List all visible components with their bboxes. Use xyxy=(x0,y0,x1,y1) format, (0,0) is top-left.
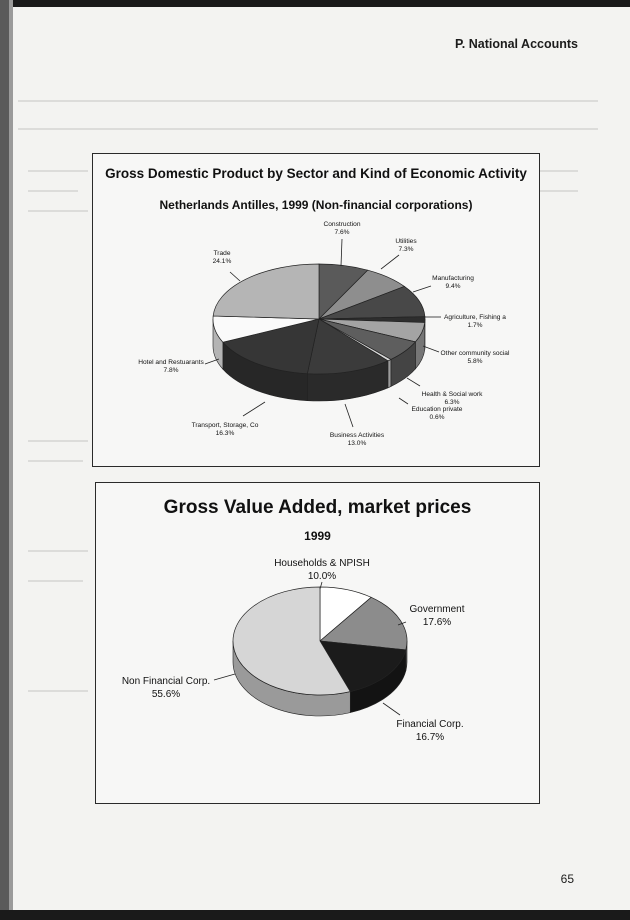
chart1-label-agriculture-fishing-a-name: Agriculture, Fishing a xyxy=(444,314,506,321)
chart1-label-utilities-value: 7.3% xyxy=(398,246,414,253)
chart1-label-construction-name: Construction xyxy=(323,221,361,228)
chart1-side-education-private xyxy=(388,359,391,387)
chart1-label-transport-storage-co-leader xyxy=(243,402,265,416)
chart1-label-health-social-work-value: 6.3% xyxy=(444,399,460,406)
chart1-label-trade-name: Trade xyxy=(213,250,231,257)
chart2-label-government-name: Government xyxy=(409,604,465,615)
chart1-canvas xyxy=(93,154,539,466)
chart1-label-agriculture-fishing-a-value: 1.7% xyxy=(467,322,483,329)
chart2-label-households-npish-name: Households & NPISH xyxy=(274,558,370,569)
chart1-slice-trade xyxy=(213,264,319,319)
gva-market-prices-chart-panel xyxy=(95,482,540,804)
chart1-label-health-social-work-leader xyxy=(407,378,420,386)
chart1-label-education-private-name: Education private xyxy=(411,406,463,413)
chart1-title: Gross Domestic Product by Sector and Kind of Economic Activity xyxy=(105,166,527,181)
chart2-label-non-financial-corp-name: Non Financial Corp. xyxy=(121,676,211,687)
section-header: P. National Accounts xyxy=(455,37,578,51)
chart1-label-construction-value: 7.6% xyxy=(334,229,350,236)
chart1-label-utilities-name: Utilities xyxy=(395,238,417,245)
chart1-label-other-community-social-value: 5.8% xyxy=(467,358,483,365)
chart2-label-non-financial-corp-value: 55.6% xyxy=(151,689,181,700)
chart2-subtitle: 1999 xyxy=(304,529,331,543)
chart1-label-business-activities-name: Business Activities xyxy=(329,432,385,439)
chart1-label-transport-storage-co-name: Transport, Storage, Co xyxy=(191,422,259,429)
chart1-label-trade-value: 24.1% xyxy=(212,258,232,265)
chart1-label-utilities-leader xyxy=(381,255,399,269)
chart1-label-hotel-and-restuarants-name: Hotel and Restuarants xyxy=(138,359,204,366)
chart1-label-construction-leader xyxy=(341,239,342,266)
chart1-label-trade-leader xyxy=(230,272,240,281)
chart2-label-households-npish-value: 10.0% xyxy=(307,571,337,582)
page-bottom-edge xyxy=(0,910,630,920)
chart1-label-health-social-work-name: Health & Social work xyxy=(421,391,483,398)
chart1-label-other-community-social-leader xyxy=(423,346,439,352)
gdp-sector-chart-panel xyxy=(92,153,540,467)
chart1-label-manufacturing-name: Manufacturing xyxy=(432,275,474,282)
chart1-label-business-activities-value: 13.0% xyxy=(347,440,367,447)
page-number: 65 xyxy=(560,872,574,886)
chart1-label-manufacturing-value: 9.4% xyxy=(445,283,461,290)
chart1-label-education-private-value: 0.6% xyxy=(429,414,445,421)
chart1-label-transport-storage-co-value: 16.3% xyxy=(215,430,235,437)
chart1-label-education-private-leader xyxy=(399,398,408,404)
chart2-label-financial-corp-name: Financial Corp. xyxy=(396,719,464,730)
chart2-label-financial-corp-value: 16.7% xyxy=(415,732,445,743)
chart1-subtitle: Netherlands Antilles, 1999 (Non-financial corporations) xyxy=(159,198,473,212)
chart2-label-non-financial-corp-leader xyxy=(214,674,235,680)
chart2-title: Gross Value Added, market prices xyxy=(163,497,472,518)
page-binding-shadow xyxy=(9,0,13,920)
chart2-canvas xyxy=(96,483,539,803)
chart2-label-government-value: 17.6% xyxy=(422,617,452,628)
chart1-label-hotel-and-restuarants-leader xyxy=(205,359,219,364)
page-binding-edge xyxy=(0,0,9,920)
chart2-label-financial-corp-leader xyxy=(383,703,400,715)
chart1-label-manufacturing-leader xyxy=(413,286,431,292)
chart1-label-other-community-social-name: Other community social xyxy=(440,350,510,357)
page-top-edge xyxy=(0,0,630,7)
chart1-label-business-activities-leader xyxy=(345,404,353,427)
chart1-label-hotel-and-restuarants-value: 7.8% xyxy=(163,367,179,374)
